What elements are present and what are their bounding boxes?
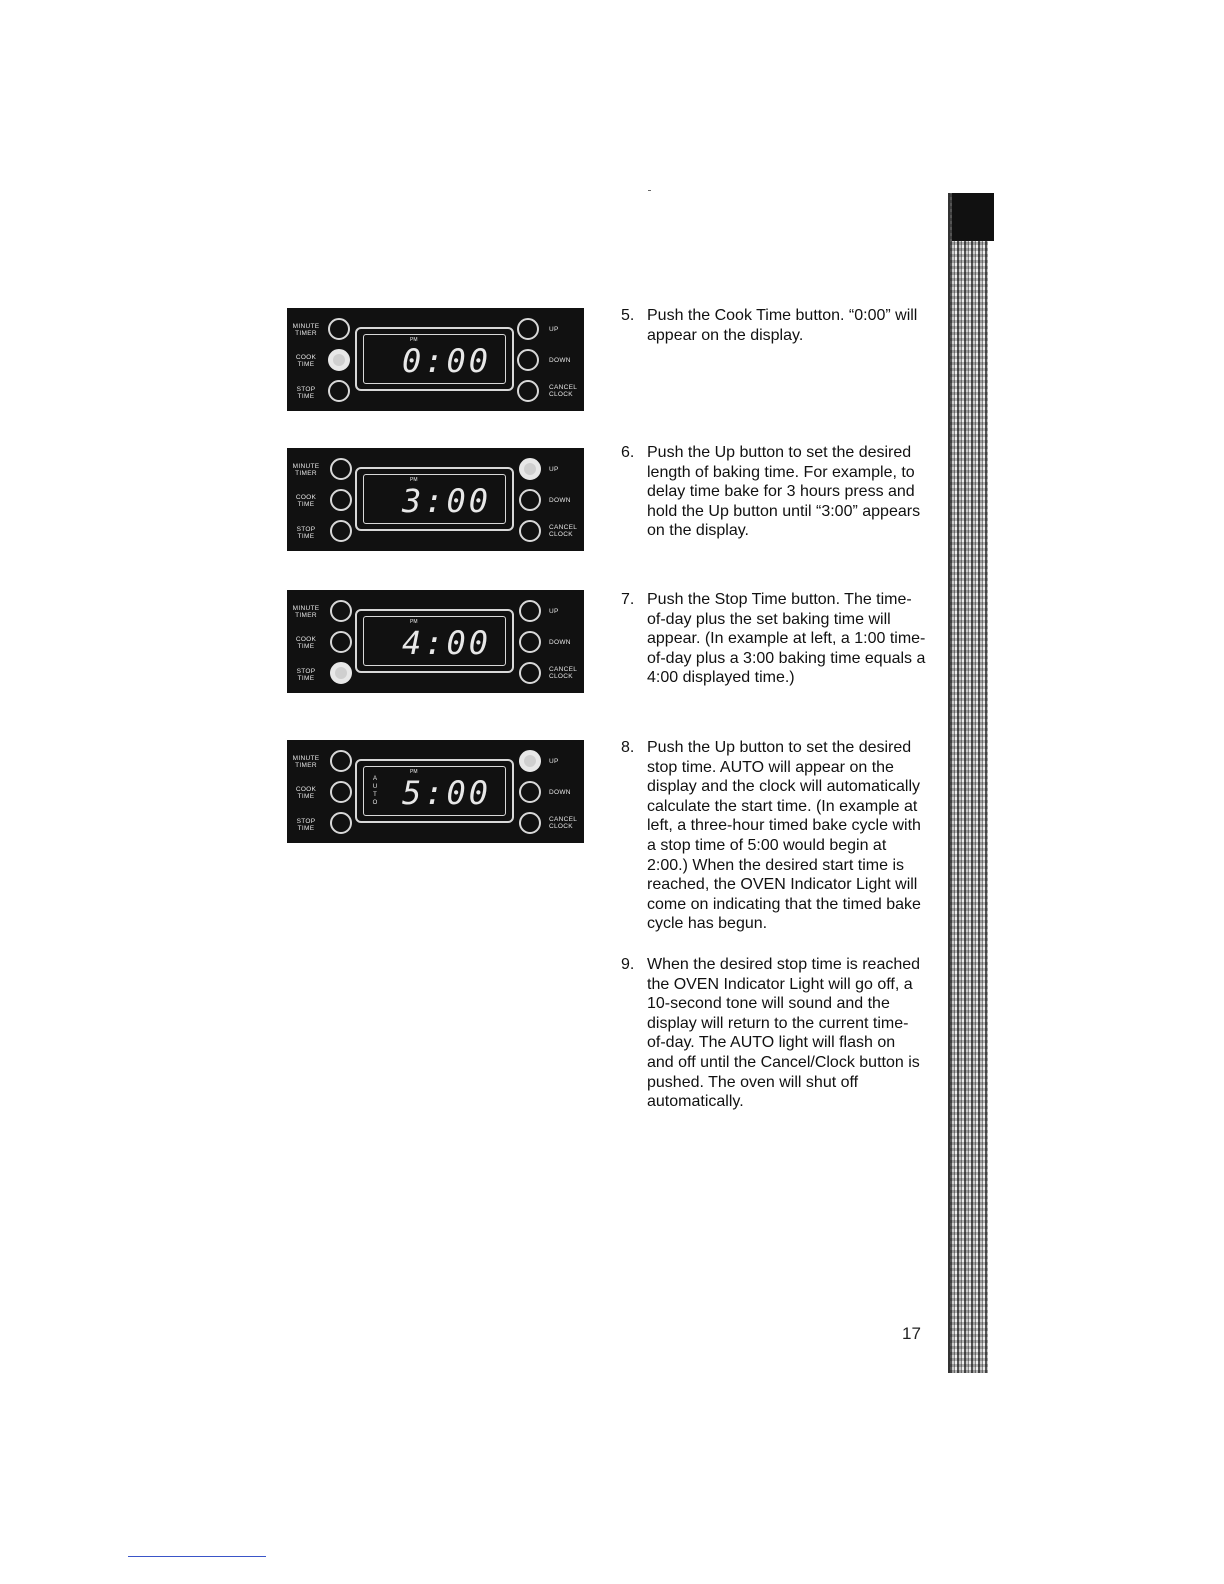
cook-time-button[interactable] — [330, 489, 352, 511]
cancel-clock-button[interactable] — [519, 520, 541, 542]
pm-indicator: PM — [410, 477, 418, 483]
down-button[interactable] — [517, 349, 539, 371]
step-text: When the desired stop time is reached the OVEN Indicator Light will go off, a 10-second tone will sound and the display will return to the current time-of-day. The AUTO light will flash on and off until the Cancel/Clock button is pushed. The oven will shut off automatically. — [647, 956, 921, 1111]
display-window — [355, 327, 514, 391]
cancel-clock-button[interactable] — [517, 380, 539, 402]
stop-time-label: STOP TIME — [296, 818, 316, 832]
step-5 — [621, 306, 926, 345]
time-readout: 5:00 — [401, 774, 491, 812]
stop-time-label: STOP TIME — [296, 526, 316, 540]
step-8 — [621, 738, 926, 934]
cancel-clock-button[interactable] — [519, 662, 541, 684]
minute-timer-label: MINUTE TIMER — [292, 755, 320, 769]
up-button[interactable] — [517, 318, 539, 340]
step-number: 7. — [621, 591, 635, 608]
cancel-clock-label: CANCEL CLOCK — [549, 524, 578, 538]
up-button[interactable] — [519, 750, 541, 772]
time-readout: 0:00 — [401, 342, 491, 380]
page-number: 17 — [902, 1324, 921, 1343]
up-label: UP — [549, 466, 559, 473]
cancel-clock-label: CANCEL CLOCK — [549, 666, 578, 680]
step-6 — [621, 443, 926, 541]
step-text: Push the Up button to set the desired length of baking time. For example, to delay time bake for 3 hours press and hold the Up button until “3:00” appears on the display. — [647, 444, 921, 540]
scanned-edge-strip — [950, 193, 988, 1373]
minute-timer-button[interactable] — [330, 750, 352, 772]
display-window — [355, 609, 514, 673]
up-button[interactable] — [519, 458, 541, 480]
step-number: 9. — [621, 956, 635, 973]
step-number: 5. — [621, 307, 635, 324]
step-7 — [621, 590, 926, 688]
cook-time-button[interactable] — [330, 781, 352, 803]
cook-time-label: COOK TIME — [295, 636, 317, 650]
cook-time-label: COOK TIME — [295, 786, 317, 800]
up-button[interactable] — [519, 600, 541, 622]
pm-indicator: PM — [410, 337, 418, 343]
step-text: Push the Cook Time button. “0:00” will appear on the display. — [647, 307, 918, 344]
stop-time-button[interactable] — [330, 662, 352, 684]
control-panel-step-7 — [287, 590, 584, 693]
stop-time-label: STOP TIME — [296, 386, 316, 400]
down-label: DOWN — [549, 789, 571, 796]
down-button[interactable] — [519, 631, 541, 653]
cancel-clock-label: CANCEL CLOCK — [549, 816, 578, 830]
control-panel-step-5 — [287, 308, 584, 411]
down-label: DOWN — [549, 357, 571, 364]
minute-timer-button[interactable] — [330, 458, 352, 480]
step-9 — [621, 955, 926, 1112]
step-text: Push the Up button to set the desired stop time. AUTO will appear on the display and the clock will automatically calculate the start time. (In example at left, a three-hour timed bake cycle with a stop time of 5:00 would begin at 2:00.) When the desired start time is reached, the OVEN Indicator Light will come on indicating that the timed bake cycle has begun. — [647, 739, 921, 933]
auto-letter: T — [373, 792, 377, 798]
pm-indicator: PM — [410, 769, 418, 775]
step-number: 8. — [621, 739, 635, 756]
minute-timer-button[interactable] — [330, 600, 352, 622]
stray-mark — [648, 190, 651, 191]
stop-time-button[interactable] — [330, 812, 352, 834]
stop-time-button[interactable] — [330, 520, 352, 542]
stop-time-label: STOP TIME — [296, 668, 316, 682]
time-readout: 4:00 — [401, 624, 491, 662]
step-text: Push the Stop Time button. The time-of-day plus the set baking time will appear. (In example at left, a 1:00 time-of-day plus a 3:00 baking time equals a 4:00 displayed time.) — [647, 591, 926, 687]
down-button[interactable] — [519, 781, 541, 803]
cancel-clock-button[interactable] — [519, 812, 541, 834]
up-label: UP — [549, 758, 559, 765]
step-number: 6. — [621, 444, 635, 461]
cook-time-button[interactable] — [330, 631, 352, 653]
stop-time-button[interactable] — [328, 380, 350, 402]
cook-time-label: COOK TIME — [295, 494, 317, 508]
auto-indicator — [372, 775, 378, 807]
down-button[interactable] — [519, 489, 541, 511]
cook-time-button[interactable] — [328, 349, 350, 371]
edge-tab-block — [952, 193, 994, 241]
footer-rule — [128, 1556, 266, 1557]
display-window — [355, 467, 514, 531]
minute-timer-label: MINUTE TIMER — [292, 463, 320, 477]
cook-time-label: COOK TIME — [295, 354, 317, 368]
minute-timer-label: MINUTE TIMER — [292, 323, 320, 337]
auto-letter: A — [372, 776, 377, 782]
auto-letter: O — [372, 800, 378, 806]
cancel-clock-label: CANCEL CLOCK — [549, 384, 578, 398]
up-label: UP — [549, 608, 559, 615]
pm-indicator: PM — [410, 619, 418, 625]
down-label: DOWN — [549, 639, 571, 646]
down-label: DOWN — [549, 497, 571, 504]
control-panel-step-6 — [287, 448, 584, 551]
control-panel-step-8 — [287, 740, 584, 843]
minute-timer-button[interactable] — [328, 318, 350, 340]
display-window — [355, 759, 514, 823]
up-label: UP — [549, 326, 559, 333]
auto-letter: U — [372, 784, 378, 790]
minute-timer-label: MINUTE TIMER — [292, 605, 320, 619]
time-readout: 3:00 — [401, 482, 491, 520]
